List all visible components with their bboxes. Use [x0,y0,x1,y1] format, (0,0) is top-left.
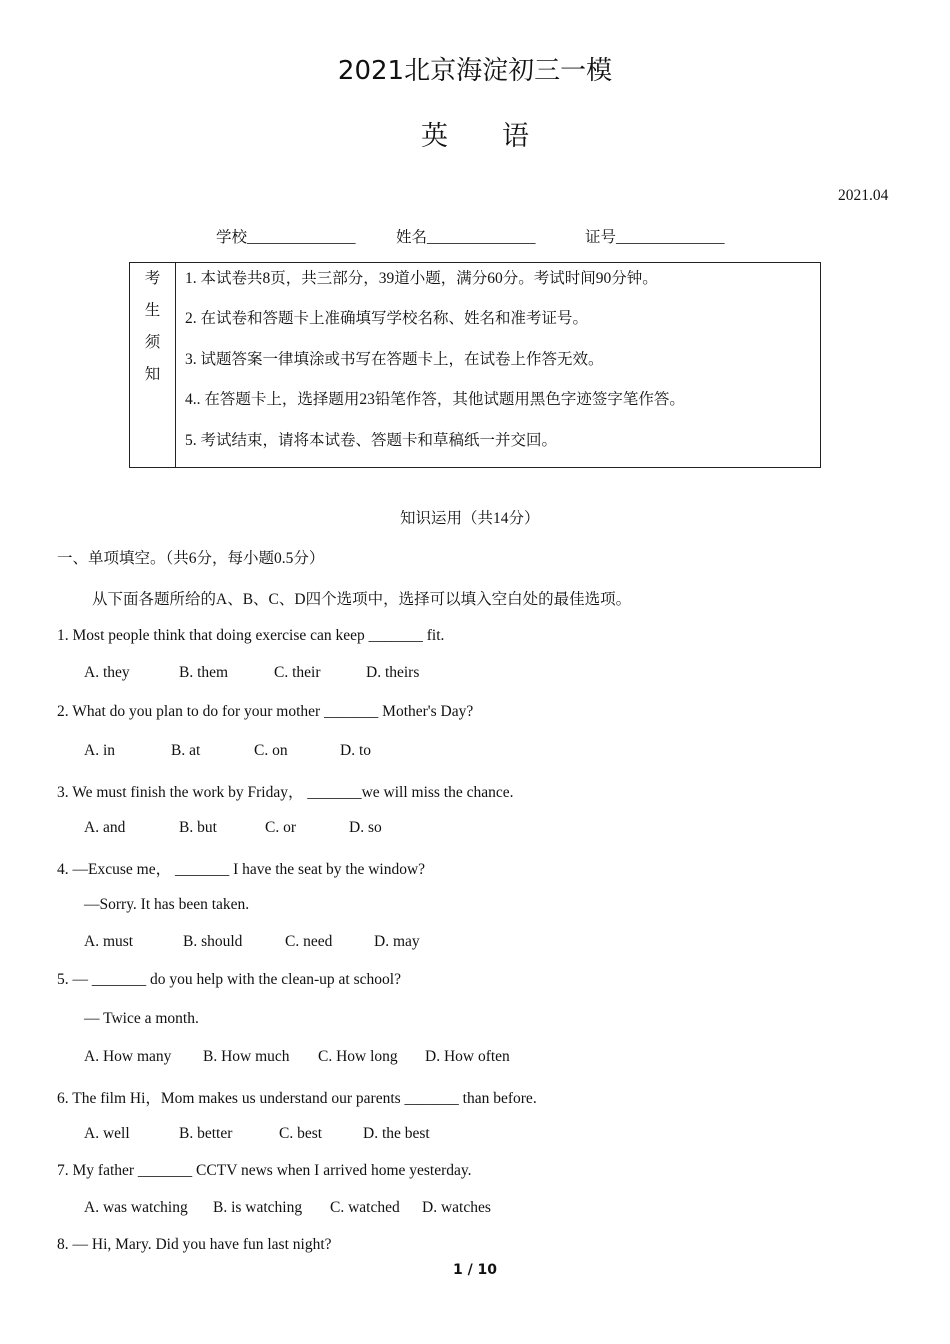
option-c: C. or [265,819,296,836]
instruction: 从下面各题所给的A、B、C、D四个选项中，选择可以填入空白处的最佳选项。 [92,591,632,608]
option-c: C. need [285,933,333,950]
option-a: A. and [84,819,126,836]
option-a: A. in [84,742,115,759]
notice-label-char: 生 [144,302,161,319]
option-d: D. How often [425,1048,510,1065]
option-b: B. How much [203,1048,290,1065]
option-d: D. watches [422,1199,491,1216]
notice-label-char: 须 [144,334,161,351]
notice-box [129,262,821,468]
option-c: C. How long [318,1048,398,1065]
part-title: 一、单项填空。（共6分，每小题0.5分） [57,550,325,567]
option-c: C. their [274,664,321,681]
question-stem: 6. The film Hi，Mom makes us understand our parents _______ than before. [57,1090,537,1107]
subject-title: 英 语 [421,121,529,152]
option-b: B. is watching [213,1199,303,1216]
option-b: B. them [179,664,229,681]
option-a: A. they [84,664,130,681]
notice-item: 3. 试题答案一律填涂或书写在答题卡上，在试卷上作答无效。 [185,351,604,368]
question-stem: 7. My father _______ CCTV news when I arrived home yesterday. [57,1162,472,1179]
option-d: D. may [374,933,420,950]
id-field: 证号______________ [585,229,725,246]
option-c: C. on [254,742,288,759]
question-stem: 8. — Hi, Mary. Did you have fun last night? [57,1236,332,1253]
question-stem: 4. —Excuse me， _______ I have the seat by the window? [57,861,426,878]
question-stem: 5. — _______ do you help with the clean-up at school? [57,971,401,988]
option-c: C. watched [330,1199,400,1216]
option-d: D. theirs [366,664,420,681]
exam-date: 2021.04 [838,187,889,204]
page-number: 1 / 10 [452,1262,498,1278]
question-stem: 3. We must finish the work by Friday， _______we will miss the chance. [57,784,514,801]
name-field: 姓名______________ [396,229,536,246]
question-stem: 1. Most people think that doing exercise can keep _______ fit. [57,627,445,644]
notice-label-char: 考 [144,270,161,287]
option-b: B. should [183,933,243,950]
option-a: A. must [84,933,134,950]
notice-item: 4.. 在答题卡上，选择题用23铅笔作答，其他试题用黑色字迹签字笔作答。 [185,391,685,408]
notice-item: 5. 考试结束，请将本试卷、答题卡和草稿纸一并交回。 [185,432,558,449]
dialogue-line: —Sorry. It has been taken. [84,896,250,913]
option-b: B. better [179,1125,233,1142]
notice-item: 2. 在试卷和答题卡上准确填写学校名称、姓名和准考证号。 [185,310,589,327]
question-stem: 2. What do you plan to do for your mother _______ Mother's Day? [57,703,474,720]
section-title: 知识运用（共14分） [400,510,540,527]
option-a: A. well [84,1125,130,1142]
school-field: 学校______________ [216,229,356,246]
option-a: A. How many [84,1048,172,1065]
option-b: B. but [179,819,217,836]
exam-title: 2021北京海淀初三一模 [337,56,613,86]
dialogue-line: — Twice a month. [84,1010,199,1027]
notice-label-char: 知 [144,366,161,383]
option-a: A. was watching [84,1199,188,1216]
option-d: D. so [349,819,382,836]
notice-label [130,263,176,467]
option-d: D. the best [363,1125,430,1142]
notice-item: 1. 本试卷共8页，共三部分，39道小题，满分60分。考试时间90分钟。 [185,270,658,287]
option-c: C. best [279,1125,323,1142]
option-b: B. at [171,742,201,759]
option-d: D. to [340,742,371,759]
